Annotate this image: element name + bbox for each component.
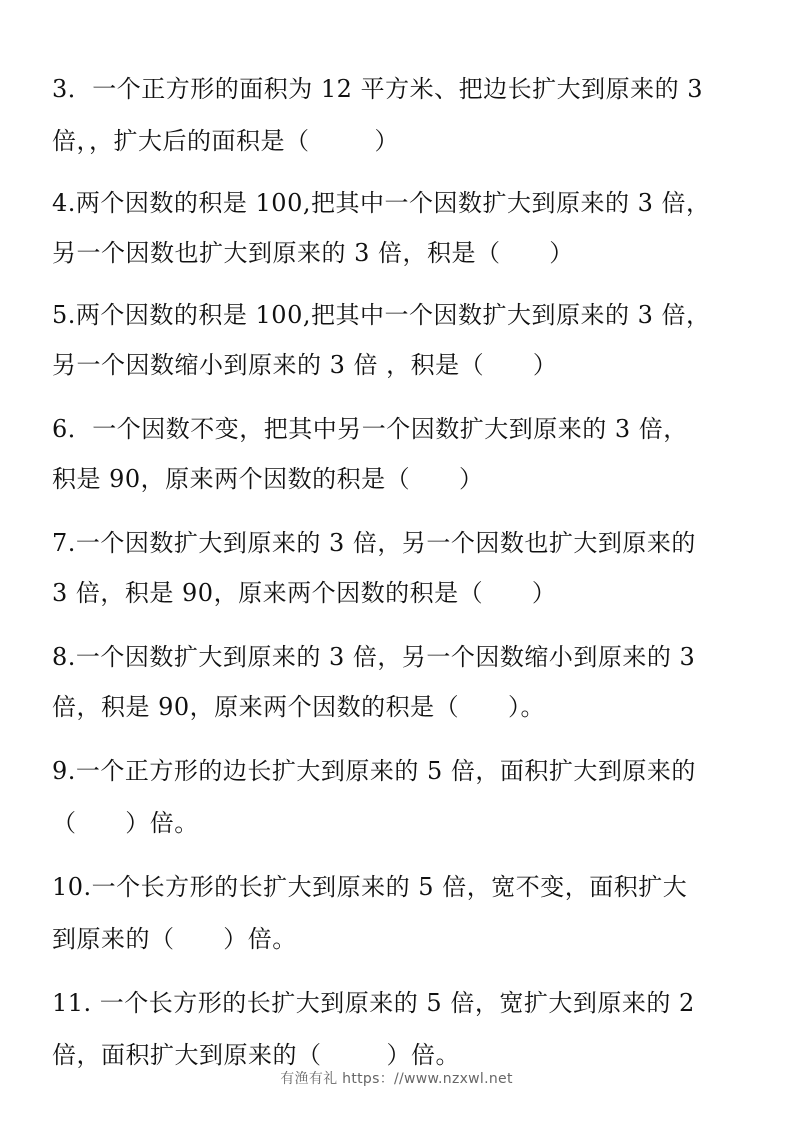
question-7-line-1: 7.一个因数扩大到原来的 3 倍，另一个因数也扩大到原来的 <box>52 529 696 557</box>
question-11-line-1: 11. 一个长方形的长扩大到原来的 5 倍，宽扩大到原来的 2 <box>52 989 695 1017</box>
question-3-line-2: 倍，，扩大后的面积是（ ） <box>52 127 400 155</box>
question-10-line-2: 到原来的（ ）倍。 <box>52 925 297 953</box>
question-8-line-2: 倍，积是 90，原来两个因数的积是（ ）。 <box>52 693 545 721</box>
question-7-line-2: 3 倍，积是 90，原来两个因数的积是（ ） <box>52 579 557 607</box>
question-4-line-1: 4.两个因数的积是 100,把其中一个因数扩大到原来的 3 倍， <box>52 189 711 217</box>
question-9-line-2: （ ）倍。 <box>52 809 199 837</box>
question-3-line-1: 3．一个正方形的面积为 12 平方米、把边长扩大到原来的 3 <box>52 75 703 103</box>
question-6-line-2: 积是 90，原来两个因数的积是（ ） <box>52 465 484 493</box>
question-5-line-2: 另一个因数缩小到原来的 3 倍 ，积是（ ） <box>52 351 558 379</box>
question-11-line-2: 倍，面积扩大到原来的（ ）倍。 <box>52 1041 461 1069</box>
question-6-line-1: 6．一个因数不变，把其中另一个因数扩大到原来的 3 倍， <box>52 415 688 443</box>
question-10-line-1: 10.一个长方形的长扩大到原来的 5 倍，宽不变，面积扩大 <box>52 873 688 901</box>
question-4-line-2: 另一个因数也扩大到原来的 3 倍，积是（ ） <box>52 239 574 267</box>
question-9-line-1: 9.一个正方形的边长扩大到原来的 5 倍，面积扩大到原来的 <box>52 757 696 785</box>
question-8-line-1: 8.一个因数扩大到原来的 3 倍，另一个因数缩小到原来的 3 <box>52 643 696 671</box>
footer-watermark: 有渔有礼 https：//www.nzxwl.net <box>280 1071 513 1087</box>
question-5-line-1: 5.两个因数的积是 100,把其中一个因数扩大到原来的 3 倍， <box>52 301 711 329</box>
